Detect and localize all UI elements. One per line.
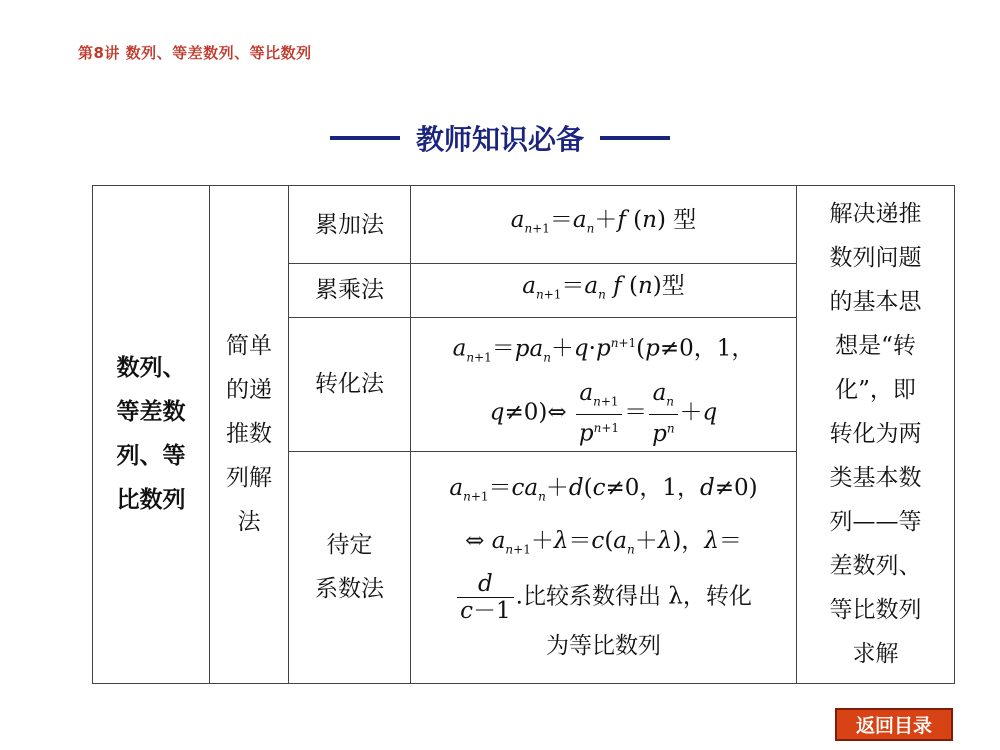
category-line: 推数 <box>226 421 272 448</box>
category-line: 简单 <box>226 333 272 360</box>
title-right-rule <box>600 136 670 140</box>
summary-line: 列——等 <box>829 509 922 536</box>
formula-last-line: 为等比数列 <box>546 633 661 660</box>
method-undetermined-coefficients <box>289 451 411 683</box>
section-title-text: 教师知识必备 <box>415 123 584 156</box>
formula-undetermined-coefficients: $a_{n+1}=ca_n+d(c\ne 0$，1，d≠0) ⇔ $a_{n+1}+\lambda=c(a_n+\lambda)$，λ＝ $\frac{d}{c-1}$ .比较系数得出 λ，转化 为等比数列 <box>411 451 797 683</box>
summary-line: 等比数列 <box>829 597 922 624</box>
summary-cell <box>797 186 955 684</box>
method-cumulative-product: 累乘法 <box>289 264 411 318</box>
topic-line: 列、等 <box>116 443 186 470</box>
formula-cumulative-product: $a_{n+1}=a_n$ f (n)型 <box>411 264 797 318</box>
summary-line: 求解 <box>852 641 899 668</box>
method-line: 待定 <box>326 532 373 559</box>
formula-transformation: $a_{n+1}=pa_n+q\cdot p^{n+1}(p\ne 0$，1， q≠0)⇔ $\frac{a_{n+1}}{p^{n+1}}$ ＝ $\frac{a_n}{p^n}$ ＋q <box>411 317 797 451</box>
topic-line: 比数列 <box>116 487 186 514</box>
summary-line: 转化为两 <box>829 421 922 448</box>
method-line: 系数法 <box>315 576 384 603</box>
summary-line: 差数列、 <box>829 553 922 580</box>
method-cumulative-sum: 累加法 <box>289 186 411 264</box>
topic-line: 等差数 <box>116 399 186 426</box>
method-transformation: 转化法 <box>289 317 411 451</box>
title-left-rule <box>330 136 400 140</box>
category-cell <box>210 186 289 684</box>
summary-line: 想是“转 <box>835 333 916 360</box>
topic-line: 数列、 <box>116 355 186 382</box>
summary-line: 解决递推 <box>829 201 922 228</box>
knowledge-table <box>92 185 955 684</box>
lecture-header: 第8讲 数列、等差数列、等比数列 <box>78 44 312 62</box>
category-line: 列解 <box>226 465 272 492</box>
topic-cell <box>93 186 210 684</box>
summary-line: 的基本思 <box>829 289 922 316</box>
section-title <box>0 118 1000 158</box>
category-line: 法 <box>237 509 261 536</box>
back-to-contents-button[interactable]: 返回目录 <box>835 708 953 741</box>
formula-cumulative-sum: $a_{n+1}=a_n+f$ (n) 型 <box>411 186 797 264</box>
category-line: 的递 <box>226 377 272 404</box>
summary-line: 数列问题 <box>829 245 922 272</box>
summary-line: 化”，即 <box>835 377 916 404</box>
summary-line: 类基本数 <box>829 465 922 492</box>
formula-tail-text: .比较系数得出 λ，转化 <box>515 583 752 610</box>
